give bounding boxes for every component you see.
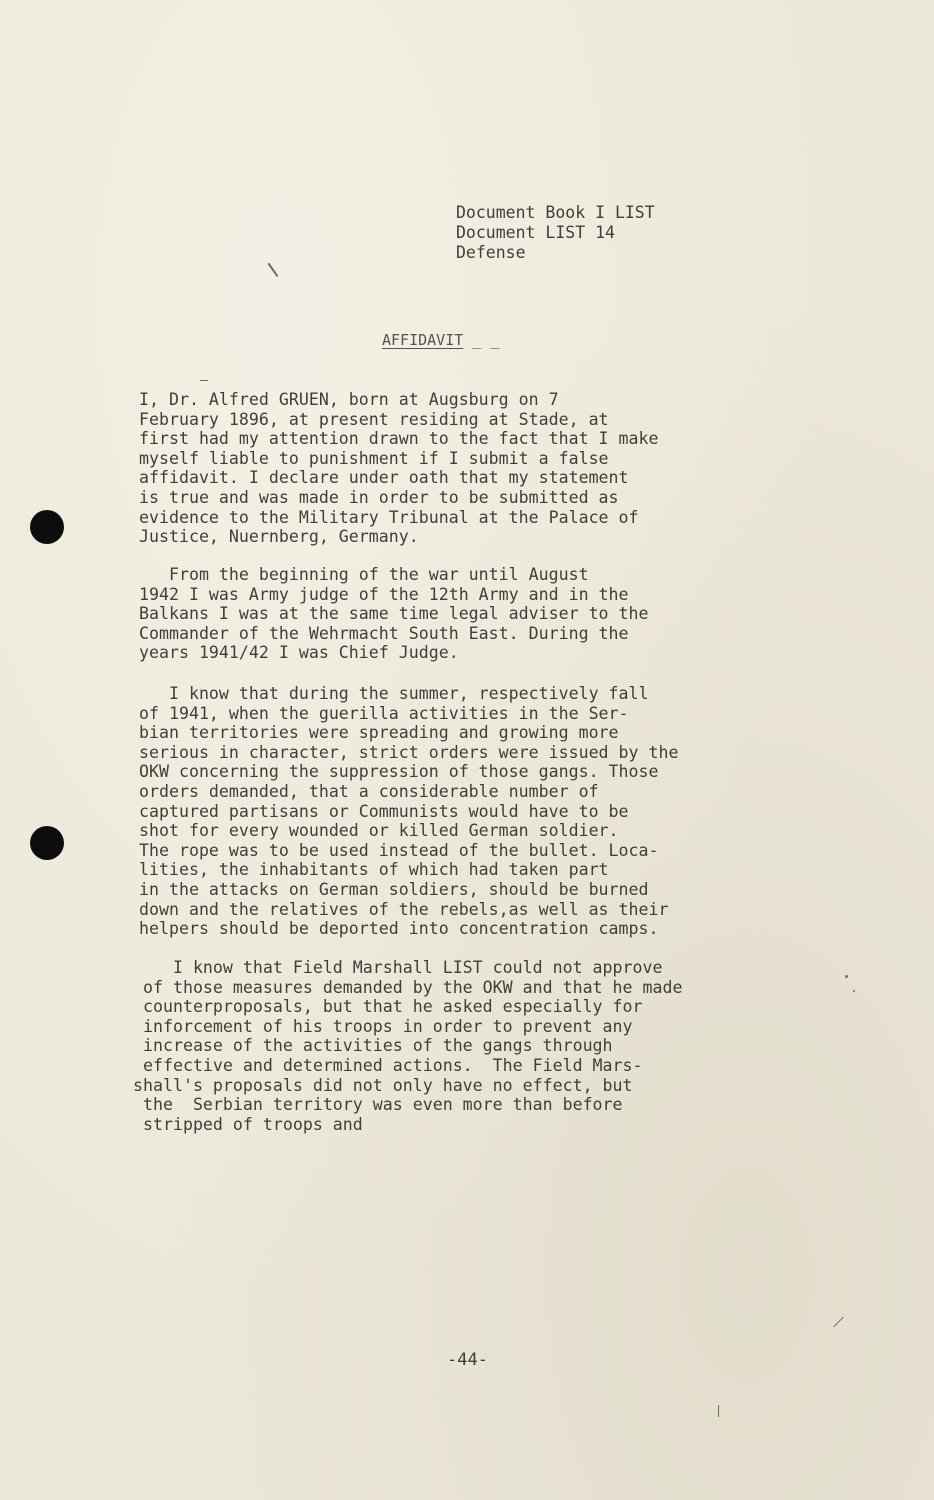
affidavit-title xyxy=(382,331,499,349)
scan-mark xyxy=(853,990,855,992)
scan-mark xyxy=(845,975,848,978)
header-line-defense: Defense xyxy=(456,243,526,262)
affidavit-title-text: AFFIDAVIT xyxy=(382,331,464,349)
paragraph-service: From the beginning of the war until August 1942 I was Army judge of the 12th Army and in the Balkans I was at the same time legal adviser to the Commander of the Wehrmacht South East. During the years 1941/42 I was Chief Judge. xyxy=(139,565,649,663)
scan-mark xyxy=(200,380,208,381)
affidavit-title-trail: _ _ xyxy=(463,331,500,349)
paragraph-orders: I know that during the summer, respectively fall of 1941, when the guerilla activities in the Ser- bian territories were spreading and growing more serious in character, strict orders were issued by the OKW concerning the suppression of those gangs. Those orders demanded, that a considerable number of captured partisans or Communists would have to be shot for every wounded or killed German soldier. The rope was to be used instead of the bullet. Loca- lities, the inhabitants of which had taken part in the attacks on German soldiers, should be burned down and the relatives of the rebels,as well as their helpers should be deported into concentration camps. xyxy=(139,684,679,939)
paragraph-declaration: I, Dr. Alfred GRUEN, born at Augsburg on 7 February 1896, at present residing at Stade, at first had my attention drawn to the fact that I make myself liable to punishment if I submit a false affidavit. I declare under oath that my statement is true and was made in order to be submitted as evidence to the Military Tribunal at the Palace of Justice, Nuernberg, Germany. xyxy=(139,390,659,547)
header-line-book: Document Book I LIST xyxy=(456,203,655,222)
scan-mark xyxy=(718,1405,719,1417)
punch-hole xyxy=(30,510,64,544)
document-header xyxy=(456,203,655,263)
header-line-document: Document LIST 14 xyxy=(456,223,615,242)
paragraph-field-marshall: I know that Field Marshall LIST could not approve of those measures demanded by the OKW and that he made counterproposals, but that he asked especially for inforcement of his troops in order to prevent any increase of the activities of the gangs through effective and determined actions. The Field Mars- shall's proposals did not only have no effect, but the Serbian territory was even more than before stripped of troops and xyxy=(133,958,683,1134)
page-number: -44- xyxy=(447,1350,488,1370)
scan-mark xyxy=(268,263,278,277)
scan-mark xyxy=(833,1317,844,1328)
punch-hole xyxy=(30,826,64,860)
